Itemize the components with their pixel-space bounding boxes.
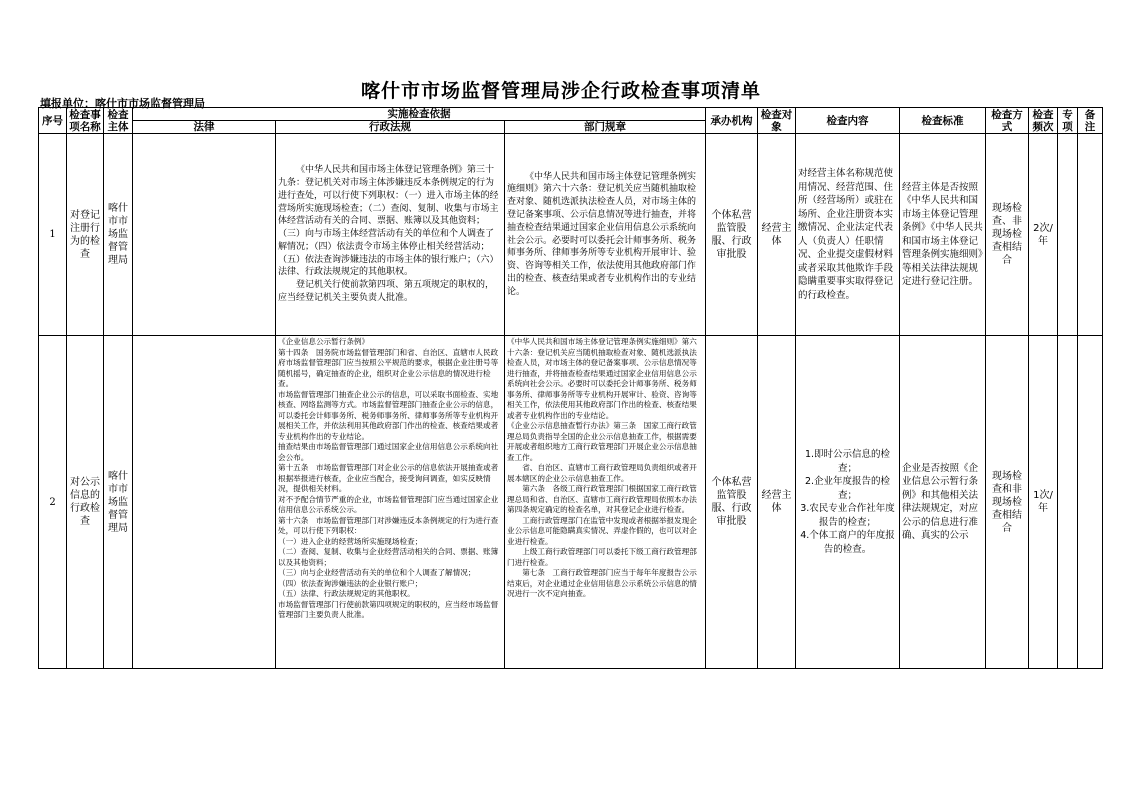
row-target: 经营主体 bbox=[758, 134, 796, 336]
header-subject: 检查主体 bbox=[104, 108, 133, 134]
regulation-line: 《企业信息公示暂行条例》 bbox=[278, 337, 370, 346]
row-content: 对经营主体名称规范使用情况、经营范围、住所（经营场所）或驻在场所、企业注册资本实缴情况、企业法定代表人（负责人）任职情况、企业提交虚假材料或者采取其他欺诈手段隐瞒重要事实取得登记的行政检查。 bbox=[796, 134, 900, 336]
row-target: 经营主体 bbox=[758, 336, 796, 669]
rule-line: 工商行政管理部门在监管中发现或者根据举报发现企业公示信息可能隐瞒真实情况、弄虚作假的，也可以对企业进行检查。 bbox=[507, 515, 697, 546]
rule-line: 第六条 各级工商行政管理部门根据国家工商行政管理总局和省、自治区、直辖市工商行政管理局依照本办法第四条规定确定的检查名单，对其登记企业进行检查。 bbox=[507, 484, 697, 514]
row-law bbox=[133, 134, 276, 336]
regulation-line: （五）法律、行政法规规定的其他职权。 bbox=[278, 589, 415, 598]
row-rule: 《中华人民共和国市场主体登记管理条例实施细则》第六十六条：登记机关应当随机抽取检查对象、随机选派执法检查人员，对市场主体的登记备案事项、公示信息情况等进行抽查，并将抽查检查结果通过国家企业信用信息公示系统向社会公示。必要时可以委托会计师事务所、税务师事务所、律师事务所等专业机构开展审计、验资、咨询等相关工作，依法使用其他政府部门作出的检查、核查结果或者专业机构作出的专业结论。 bbox=[505, 134, 706, 336]
header-standard: 检查标准 bbox=[900, 108, 986, 134]
regulation-line: 市场监督管理部门抽查企业公示的信息，可以采取书面检查、实地核查、网络监测等方式。市场监督管理部门抽查企业公示的信息，可以委托会计师事务所、税务师事务所、律师事务所等专业机构开展相关工作，并依法利用其他政府部门作出的检查、核查结果或者专业机构作出的专业结论。 bbox=[278, 389, 499, 441]
regulation-line: 第十五条 市场监督管理部门对企业公示的信息依法开展抽查或者根据举报进行核查，企业应当配合，接受询问调查，如实反映情况，提供相关材料。 bbox=[278, 463, 499, 493]
regulation-line: 第十四条 国务院市场监督管理部门和省、自治区、直辖市人民政府市场监督管理部门应当按照公平规范的要求，根据企业注册号等随机摇号，确定抽查的企业，组织对企业公示信息的情况进行检查。 bbox=[278, 347, 499, 388]
row-seq: 2 bbox=[39, 336, 67, 669]
header-item-name: 检查事项名称 bbox=[67, 108, 104, 134]
content-line: 3.农民专业合作社年度报告的检查； bbox=[800, 503, 895, 528]
rule-line: 《中华人民共和国市场主体登记管理条例实施细则》第六十六条：登记机关应当随机抽取检查对象、随机选派执法检查人员，对市场主体的登记备案事项、公示信息情况等进行抽查，并将抽查检查结果通过国家企业信用信息公示系统向社会公示。必要时可以委托会计师事务所、税务师事务所、律师事务所等专业机构开展审计、验资、咨询等相关工作，依法使用其他政府部门作出的检查、核查结果或者专业机构作出的专业结论。 bbox=[507, 337, 697, 420]
regulation-line: （二）查阅、复制、收集与企业经营活动相关的合同、票据、账簿以及其他资料； bbox=[278, 547, 499, 567]
row-law bbox=[133, 336, 276, 669]
row-method: 现场检查和非现场检查相结合 bbox=[986, 336, 1029, 669]
row-method: 现场检查、非现场检查相结合 bbox=[986, 134, 1029, 336]
content-line: 2.企业年度报告的检查； bbox=[804, 476, 891, 501]
row-frequency: 2次/年 bbox=[1029, 134, 1058, 336]
row-subject: 喀什市市场监督管理局 bbox=[104, 336, 133, 669]
header-basis-group: 实施检查依据 bbox=[133, 108, 706, 121]
row-regulation bbox=[276, 134, 505, 336]
reporting-unit: 填报单位：喀什市市场监督管理局 bbox=[40, 97, 205, 110]
content-line: 4.个体工商户的年度报告的检查。 bbox=[800, 530, 895, 555]
row-agency: 个体私营监管股服、行政审批股 bbox=[706, 134, 758, 336]
row-special bbox=[1058, 134, 1078, 336]
header-frequency: 检查频次 bbox=[1029, 108, 1058, 134]
header-target: 检查对象 bbox=[758, 108, 796, 134]
header-regulation: 行政法规 bbox=[276, 121, 505, 134]
header-remark: 备注 bbox=[1078, 108, 1103, 134]
rule-line: 省、自治区、直辖市工商行政管理局负责组织或者开展本辖区的企业公示信息抽查工作。 bbox=[507, 463, 697, 483]
row-item-name: 对公示信息的行政检查 bbox=[67, 336, 104, 669]
header-seq: 序号 bbox=[39, 108, 67, 134]
row-standard: 经营主体是否按照《中华人民共和国市场主体登记管理条例》《中华人民共和国市场主体登记管理条例实施细则》等相关法律法规规定进行登记注册。 bbox=[900, 134, 986, 336]
regulation-line: （一）进入企业的经营场所实施现场检查； bbox=[278, 536, 423, 546]
rule-line: 上级工商行政管理部门可以委托下级工商行政管理部门进行检查。 bbox=[507, 547, 697, 567]
page-title: 喀什市市场监督管理局涉企行政检查事项清单 bbox=[360, 80, 761, 102]
regulation-line: 对不予配合情节严重的企业，市场监督管理部门应当通过国家企业信用信息公示系统公示。 bbox=[278, 494, 499, 514]
header-content: 检查内容 bbox=[796, 108, 900, 134]
row-content bbox=[796, 336, 900, 669]
table-row bbox=[39, 336, 1103, 669]
row-subject: 喀什市市场监督管理局 bbox=[104, 134, 133, 336]
rule-line: 《企业公示信息抽查暂行办法》第三条 国家工商行政管理总局负责指导全国的企业公示信息抽查工作，根据需要开展或者组织地方工商行政管理部门开展企业公示信息抽查工作。 bbox=[507, 421, 697, 462]
header-method: 检查方式 bbox=[986, 108, 1029, 134]
regulation-line: （四）依法查询涉嫌违法的企业银行账户； bbox=[278, 578, 423, 588]
header-law: 法律 bbox=[133, 121, 276, 134]
row-remark bbox=[1078, 336, 1103, 669]
row-rule bbox=[505, 336, 706, 669]
row-standard: 企业是否按照《企业信息公示暂行条例》和其他相关法律法规规定，对应公示的信息进行准确、真实的公示 bbox=[900, 336, 986, 669]
rule-line: 第七条 工商行政管理部门应当于每年年度报告公示结束后，对企业通过企业信用信息公示系统公示信息的情况进行一次不定向抽查。 bbox=[507, 568, 697, 598]
regulation-paragraph: 《中华人民共和国市场主体登记管理条例》第三十九条：登记机关对市场主体涉嫌违反本条例规定的行为进行查处，可以行使下列职权：（一）进入市场主体的经营场所实施现场检查；（二）查阅、复制、收集与市场主体经营活动有关的合同、票据、账簿以及其他资料；（三）向与市场主体经营活动有关的单位和个人调查了解情况；（四）依法责令市场主体停止相关经营活动；（五）依法查询涉嫌违法的市场主体的银行账户；（六）法律、行政法规规定的其他职权。 bbox=[278, 165, 499, 278]
regulation-line: 抽查结果由市场监督管理部门通过国家企业信用信息公示系统向社会公布。 bbox=[278, 442, 499, 462]
header-special: 专项 bbox=[1058, 108, 1078, 134]
regulation-line: （三）向与企业经营活动有关的单位和个人调查了解情况； bbox=[278, 568, 476, 577]
row-agency: 个体私营监管股服、行政审批股 bbox=[706, 336, 758, 669]
regulation-line: 市场监督管理部门行使前款第四项规定的职权的，应当经市场监督管理部门主要负责人批准。 bbox=[278, 599, 499, 619]
content-line: 1.即时公示信息的检查； bbox=[804, 449, 891, 474]
regulation-line: 第十六条 市场监督管理部门对涉嫌违反本条例规定的行为进行查处，可以行使下列职权： bbox=[278, 515, 499, 535]
inspection-table bbox=[38, 107, 1103, 669]
row-regulation bbox=[276, 336, 505, 669]
row-seq: 1 bbox=[39, 134, 67, 336]
row-remark bbox=[1078, 134, 1103, 336]
header-rule: 部门规章 bbox=[505, 121, 706, 134]
header-agency: 承办机构 bbox=[706, 108, 758, 134]
row-special bbox=[1058, 336, 1078, 669]
table-row bbox=[39, 134, 1103, 336]
row-frequency: 1次/年 bbox=[1029, 336, 1058, 669]
row-item-name: 对登记注册行为的检查 bbox=[67, 134, 104, 336]
regulation-paragraph: 登记机关行使前款第四项、第五项规定的职权的，应当经登记机关主要负责人批准。 bbox=[278, 280, 495, 304]
